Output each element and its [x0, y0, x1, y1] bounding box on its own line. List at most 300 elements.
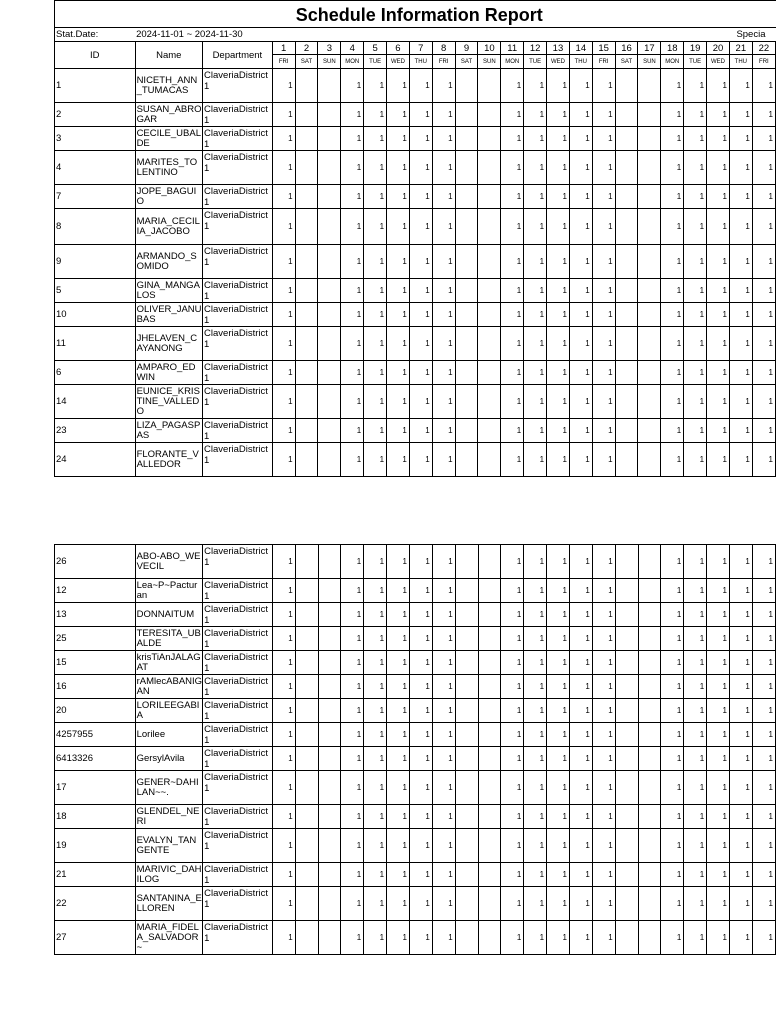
day-of-week-header: WED — [707, 55, 730, 69]
schedule-value-cell: 1 — [432, 361, 455, 385]
schedule-value-cell: 1 — [592, 303, 615, 327]
employee-name-cell: DONNAITUM — [135, 603, 203, 627]
schedule-value-cell — [478, 863, 501, 887]
schedule-value-cell: 1 — [547, 185, 570, 209]
schedule-value-cell — [318, 419, 341, 443]
schedule-value-cell: 1 — [707, 747, 730, 771]
schedule-value-cell: 1 — [501, 603, 524, 627]
schedule-value-cell — [455, 771, 478, 805]
schedule-value-cell: 1 — [707, 69, 730, 103]
schedule-value-cell: 1 — [569, 151, 592, 185]
schedule-value-cell: 1 — [387, 303, 410, 327]
schedule-value-cell: 1 — [409, 103, 432, 127]
schedule-value-cell: 1 — [684, 69, 707, 103]
schedule-value-cell: 1 — [730, 921, 753, 955]
day-number-header: 9 — [455, 42, 478, 55]
schedule-value-cell: 1 — [592, 675, 615, 699]
employee-id-cell: 12 — [55, 579, 136, 603]
employee-name-cell: EUNICE_KRISTINE_VALLEDO — [135, 385, 202, 419]
schedule-value-cell: 1 — [730, 829, 753, 863]
schedule-value-cell: 1 — [409, 209, 432, 245]
schedule-value-cell: 1 — [752, 627, 775, 651]
day-of-week-header: SAT — [295, 55, 318, 69]
schedule-value-cell: 1 — [432, 151, 455, 185]
department-cell: ClaveriaDistrict1 — [203, 675, 273, 699]
schedule-value-cell: 1 — [569, 545, 592, 579]
department-cell: ClaveriaDistrict1 — [203, 385, 273, 419]
employee-name-cell: JHELAVEN_CAYANONG — [135, 327, 202, 361]
schedule-value-cell: 1 — [547, 151, 570, 185]
schedule-value-cell: 1 — [707, 805, 730, 829]
schedule-value-cell: 1 — [272, 385, 295, 419]
schedule-value-cell: 1 — [661, 303, 684, 327]
schedule-value-cell: 1 — [661, 185, 684, 209]
schedule-value-cell: 1 — [729, 209, 752, 245]
employee-name-cell: MARITES_TOLENTINO — [135, 151, 202, 185]
schedule-value-cell: 1 — [752, 185, 775, 209]
schedule-value-cell: 1 — [684, 603, 707, 627]
schedule-value-cell: 1 — [547, 127, 570, 151]
schedule-value-cell: 1 — [752, 385, 775, 419]
schedule-value-cell — [615, 245, 638, 279]
schedule-value-cell: 1 — [272, 603, 295, 627]
schedule-value-cell: 1 — [752, 103, 775, 127]
schedule-value-cell: 1 — [387, 699, 410, 723]
department-cell: ClaveriaDistrict1 — [203, 627, 273, 651]
department-cell: ClaveriaDistrict1 — [203, 887, 273, 921]
schedule-value-cell: 1 — [569, 185, 592, 209]
schedule-value-cell — [318, 829, 341, 863]
schedule-value-cell — [295, 771, 318, 805]
schedule-value-cell: 1 — [547, 699, 570, 723]
schedule-value-cell: 1 — [409, 675, 432, 699]
schedule-value-cell — [318, 921, 341, 955]
department-cell: ClaveriaDistrict1 — [203, 279, 273, 303]
schedule-value-cell: 1 — [684, 723, 707, 747]
schedule-value-cell: 1 — [661, 829, 684, 863]
schedule-value-cell: 1 — [592, 747, 615, 771]
schedule-value-cell — [638, 443, 661, 477]
schedule-value-cell: 1 — [364, 419, 387, 443]
schedule-value-cell: 1 — [569, 69, 592, 103]
department-cell: ClaveriaDistrict1 — [203, 327, 273, 361]
table-row — [55, 279, 776, 303]
schedule-value-cell: 1 — [501, 385, 524, 419]
schedule-value-cell — [318, 303, 341, 327]
schedule-value-cell — [478, 747, 501, 771]
schedule-value-cell: 1 — [569, 361, 592, 385]
schedule-value-cell: 1 — [364, 723, 387, 747]
schedule-value-cell: 1 — [661, 151, 684, 185]
schedule-value-cell: 1 — [684, 627, 707, 651]
schedule-value-cell: 1 — [569, 747, 592, 771]
schedule-value-cell: 1 — [501, 771, 524, 805]
schedule-value-cell: 1 — [752, 887, 775, 921]
schedule-value-cell: 1 — [364, 887, 387, 921]
schedule-value-cell: 1 — [592, 151, 615, 185]
employee-name-cell: ABO-ABO_WEVECIL — [135, 545, 203, 579]
schedule-value-cell: 1 — [341, 443, 364, 477]
schedule-value-cell: 1 — [661, 651, 684, 675]
schedule-value-cell — [638, 699, 661, 723]
schedule-value-cell: 1 — [524, 443, 547, 477]
schedule-value-cell: 1 — [730, 545, 753, 579]
schedule-value-cell: 1 — [364, 385, 387, 419]
table-row — [55, 921, 776, 955]
schedule-value-cell: 1 — [409, 303, 432, 327]
schedule-value-cell: 1 — [364, 863, 387, 887]
schedule-value-cell: 1 — [341, 829, 364, 863]
schedule-value-cell: 1 — [592, 185, 615, 209]
schedule-value-cell: 1 — [432, 675, 455, 699]
schedule-value-cell — [318, 863, 341, 887]
schedule-value-cell — [318, 385, 341, 419]
schedule-value-cell: 1 — [707, 829, 730, 863]
schedule-value-cell: 1 — [409, 327, 432, 361]
schedule-value-cell: 1 — [409, 747, 432, 771]
schedule-value-cell — [615, 385, 638, 419]
schedule-value-cell: 1 — [272, 627, 295, 651]
stat-date-label: Stat.Date: — [55, 28, 136, 42]
schedule-table-continued — [54, 544, 776, 955]
schedule-value-cell — [638, 303, 661, 327]
schedule-value-cell: 1 — [684, 185, 707, 209]
schedule-value-cell: 1 — [432, 327, 455, 361]
schedule-value-cell: 1 — [364, 675, 387, 699]
schedule-value-cell: 1 — [547, 921, 570, 955]
schedule-value-cell: 1 — [272, 327, 295, 361]
schedule-value-cell: 1 — [432, 747, 455, 771]
schedule-value-cell: 1 — [569, 805, 592, 829]
schedule-value-cell: 1 — [341, 675, 364, 699]
table-row — [55, 327, 776, 361]
schedule-value-cell: 1 — [364, 303, 387, 327]
schedule-value-cell — [295, 829, 318, 863]
schedule-value-cell — [455, 747, 478, 771]
schedule-value-cell — [455, 385, 478, 419]
employee-id-cell: 16 — [55, 675, 136, 699]
day-of-week-header: FRI — [752, 55, 775, 69]
schedule-value-cell: 1 — [547, 863, 570, 887]
employee-name-cell: MARIVIC_DAHILOG — [136, 863, 202, 885]
schedule-value-cell: 1 — [341, 627, 364, 651]
schedule-value-cell: 1 — [729, 245, 752, 279]
schedule-value-cell — [318, 887, 341, 921]
schedule-value-cell: 1 — [387, 603, 410, 627]
schedule-value-cell: 1 — [387, 443, 410, 477]
schedule-value-cell: 1 — [387, 279, 410, 303]
schedule-value-cell: 1 — [272, 651, 295, 675]
schedule-value-cell: 1 — [729, 327, 752, 361]
schedule-value-cell: 1 — [341, 361, 364, 385]
schedule-value-cell: 1 — [592, 245, 615, 279]
column-header-department: Department — [203, 42, 273, 69]
employee-name-cell: AMPARO_EDWIN — [135, 361, 202, 385]
schedule-value-cell: 1 — [387, 245, 410, 279]
schedule-value-cell: 1 — [569, 863, 592, 887]
schedule-value-cell — [455, 921, 478, 955]
schedule-value-cell — [295, 863, 318, 887]
schedule-value-cell — [638, 627, 661, 651]
schedule-value-cell: 1 — [592, 545, 615, 579]
schedule-value-cell: 1 — [501, 747, 524, 771]
schedule-value-cell: 1 — [569, 887, 592, 921]
department-cell: ClaveriaDistrict1 — [203, 603, 273, 627]
table-row — [55, 723, 776, 747]
day-of-week-header: WED — [387, 55, 410, 69]
schedule-value-cell: 1 — [592, 361, 615, 385]
schedule-value-cell: 1 — [501, 887, 524, 921]
schedule-value-cell: 1 — [707, 385, 730, 419]
department-cell: ClaveriaDistrict1 — [203, 805, 273, 829]
employee-name-cell: GersylAvila — [135, 747, 203, 771]
schedule-value-cell: 1 — [707, 579, 730, 603]
schedule-value-cell: 1 — [547, 627, 570, 651]
schedule-value-cell — [478, 675, 501, 699]
schedule-value-cell: 1 — [501, 545, 524, 579]
schedule-value-cell: 1 — [387, 69, 410, 103]
schedule-value-cell — [295, 151, 318, 185]
schedule-value-cell — [615, 699, 638, 723]
schedule-value-cell: 1 — [501, 127, 524, 151]
schedule-value-cell: 1 — [730, 805, 753, 829]
day-number-header: 6 — [387, 42, 410, 55]
employee-id-cell: 14 — [55, 385, 136, 419]
schedule-value-cell — [615, 303, 638, 327]
schedule-value-cell — [295, 419, 318, 443]
schedule-value-cell: 1 — [730, 863, 753, 887]
schedule-value-cell: 1 — [707, 443, 730, 477]
schedule-value-cell: 1 — [752, 209, 775, 245]
schedule-value-cell: 1 — [387, 545, 410, 579]
department-cell: ClaveriaDistrict1 — [203, 303, 273, 327]
schedule-value-cell — [615, 771, 638, 805]
schedule-value-cell: 1 — [272, 771, 295, 805]
schedule-value-cell: 1 — [547, 209, 570, 245]
day-number-header: 18 — [661, 42, 684, 55]
day-number-header: 21 — [729, 42, 752, 55]
day-number-header: 1 — [272, 42, 295, 55]
schedule-value-cell — [478, 127, 501, 151]
schedule-value-cell: 1 — [432, 699, 455, 723]
schedule-value-cell: 1 — [569, 419, 592, 443]
schedule-value-cell: 1 — [272, 69, 295, 103]
employee-id-cell: 7 — [55, 185, 136, 209]
schedule-value-cell — [478, 443, 501, 477]
schedule-value-cell: 1 — [524, 419, 547, 443]
schedule-value-cell: 1 — [272, 419, 295, 443]
schedule-value-cell: 1 — [592, 805, 615, 829]
employee-name-cell: EVALYN_TANGENTE — [135, 829, 203, 863]
schedule-value-cell: 1 — [501, 419, 524, 443]
employee-name-cell: Lorilee — [135, 723, 203, 747]
employee-id-cell: 6 — [55, 361, 136, 385]
schedule-value-cell — [478, 579, 501, 603]
schedule-value-cell — [318, 443, 341, 477]
table-row — [55, 863, 776, 887]
schedule-value-cell: 1 — [364, 651, 387, 675]
department-cell: ClaveriaDistrict1 — [203, 545, 273, 579]
schedule-value-cell: 1 — [432, 921, 455, 955]
schedule-value-cell — [318, 279, 341, 303]
schedule-value-cell: 1 — [409, 245, 432, 279]
schedule-value-cell: 1 — [752, 771, 775, 805]
schedule-value-cell: 1 — [684, 921, 707, 955]
day-number-header: 19 — [684, 42, 707, 55]
schedule-value-cell: 1 — [569, 921, 592, 955]
schedule-value-cell — [295, 887, 318, 921]
schedule-value-cell: 1 — [364, 69, 387, 103]
schedule-value-cell: 1 — [364, 805, 387, 829]
schedule-value-cell: 1 — [341, 151, 364, 185]
schedule-value-cell: 1 — [730, 675, 753, 699]
employee-id-cell: 24 — [55, 443, 136, 477]
schedule-value-cell: 1 — [272, 545, 295, 579]
schedule-value-cell: 1 — [547, 385, 570, 419]
schedule-value-cell: 1 — [409, 185, 432, 209]
schedule-value-cell — [455, 887, 478, 921]
schedule-value-cell: 1 — [501, 185, 524, 209]
schedule-value-cell — [478, 887, 501, 921]
table-row — [55, 579, 776, 603]
schedule-value-cell: 1 — [752, 127, 775, 151]
day-number-header: 11 — [501, 42, 524, 55]
department-cell: ClaveriaDistrict1 — [203, 829, 273, 863]
schedule-value-cell: 1 — [547, 579, 570, 603]
schedule-value-cell — [615, 627, 638, 651]
schedule-value-cell: 1 — [501, 103, 524, 127]
schedule-value-cell — [615, 887, 638, 921]
schedule-value-cell: 1 — [387, 103, 410, 127]
schedule-value-cell: 1 — [524, 361, 547, 385]
schedule-value-cell: 1 — [661, 209, 684, 245]
schedule-value-cell — [295, 545, 318, 579]
schedule-value-cell: 1 — [501, 245, 524, 279]
schedule-value-cell: 1 — [409, 921, 432, 955]
day-of-week-header: MON — [501, 55, 524, 69]
table-row — [55, 699, 776, 723]
schedule-value-cell: 1 — [547, 545, 570, 579]
employee-name-cell: TERESITA_UBALDE — [136, 627, 201, 649]
schedule-value-cell: 1 — [409, 545, 432, 579]
schedule-value-cell — [455, 579, 478, 603]
day-number-header: 4 — [341, 42, 364, 55]
employee-name-cell: SANTANINA_ELLOREN — [135, 887, 203, 921]
schedule-value-cell: 1 — [730, 579, 753, 603]
employee-name-cell: NICETH_ANN_TUMACAS — [135, 69, 202, 103]
schedule-value-cell — [318, 245, 341, 279]
schedule-value-cell: 1 — [341, 327, 364, 361]
schedule-value-cell — [455, 209, 478, 245]
schedule-value-cell: 1 — [432, 545, 455, 579]
table-row — [55, 127, 776, 151]
table-row — [55, 69, 776, 103]
department-cell: ClaveriaDistrict1 — [203, 245, 273, 279]
schedule-value-cell: 1 — [661, 805, 684, 829]
schedule-value-cell — [615, 675, 638, 699]
day-of-week-header: SUN — [478, 55, 501, 69]
schedule-value-cell — [638, 185, 661, 209]
schedule-value-cell: 1 — [524, 603, 547, 627]
schedule-value-cell: 1 — [409, 361, 432, 385]
schedule-value-cell: 1 — [707, 771, 730, 805]
schedule-value-cell: 1 — [569, 651, 592, 675]
schedule-value-cell: 1 — [729, 185, 752, 209]
schedule-value-cell: 1 — [341, 747, 364, 771]
schedule-value-cell: 1 — [409, 771, 432, 805]
schedule-value-cell: 1 — [729, 303, 752, 327]
day-of-week-header: THU — [409, 55, 432, 69]
schedule-value-cell — [455, 723, 478, 747]
schedule-value-cell: 1 — [341, 245, 364, 279]
table-row — [55, 627, 776, 651]
schedule-value-cell: 1 — [730, 887, 753, 921]
schedule-value-cell: 1 — [501, 699, 524, 723]
schedule-value-cell: 1 — [432, 443, 455, 477]
day-number-header: 10 — [478, 42, 501, 55]
stat-spacer — [272, 28, 729, 42]
schedule-value-cell: 1 — [432, 771, 455, 805]
schedule-value-cell — [615, 279, 638, 303]
schedule-value-cell — [295, 699, 318, 723]
schedule-value-cell — [318, 579, 341, 603]
schedule-value-cell — [478, 361, 501, 385]
employee-name-cell: SUSAN_ABROGAR — [136, 103, 202, 125]
schedule-value-cell — [478, 185, 501, 209]
schedule-value-cell — [455, 279, 478, 303]
schedule-value-cell: 1 — [524, 185, 547, 209]
schedule-value-cell: 1 — [752, 805, 775, 829]
day-number-header: 12 — [524, 42, 547, 55]
day-number-header: 17 — [638, 42, 661, 55]
employee-id-cell: 8 — [55, 209, 136, 245]
schedule-value-cell — [478, 651, 501, 675]
schedule-value-cell: 1 — [409, 651, 432, 675]
schedule-value-cell: 1 — [752, 361, 775, 385]
schedule-value-cell: 1 — [501, 675, 524, 699]
schedule-value-cell: 1 — [364, 627, 387, 651]
department-cell: ClaveriaDistrict1 — [203, 651, 273, 675]
schedule-value-cell: 1 — [592, 651, 615, 675]
schedule-value-cell — [295, 103, 318, 127]
employee-id-cell: 9 — [55, 245, 136, 279]
schedule-value-cell: 1 — [341, 103, 364, 127]
schedule-value-cell: 1 — [341, 887, 364, 921]
schedule-value-cell — [295, 327, 318, 361]
schedule-value-cell — [638, 771, 661, 805]
schedule-value-cell: 1 — [272, 805, 295, 829]
schedule-value-cell: 1 — [592, 627, 615, 651]
schedule-value-cell: 1 — [547, 279, 570, 303]
day-number-header: 20 — [707, 42, 730, 55]
schedule-value-cell: 1 — [432, 279, 455, 303]
schedule-value-cell — [478, 385, 501, 419]
schedule-value-cell: 1 — [432, 69, 455, 103]
schedule-value-cell: 1 — [707, 651, 730, 675]
schedule-value-cell: 1 — [272, 151, 295, 185]
schedule-value-cell — [638, 921, 661, 955]
schedule-value-cell: 1 — [387, 805, 410, 829]
schedule-value-cell: 1 — [752, 921, 775, 955]
schedule-value-cell — [295, 209, 318, 245]
schedule-value-cell — [455, 303, 478, 327]
schedule-value-cell: 1 — [364, 209, 387, 245]
schedule-value-cell: 1 — [661, 279, 684, 303]
schedule-value-cell: 1 — [684, 385, 707, 419]
schedule-value-cell: 1 — [707, 863, 730, 887]
schedule-value-cell: 1 — [272, 699, 295, 723]
employee-name-cell: rAMlecABANIGAN — [136, 675, 203, 697]
